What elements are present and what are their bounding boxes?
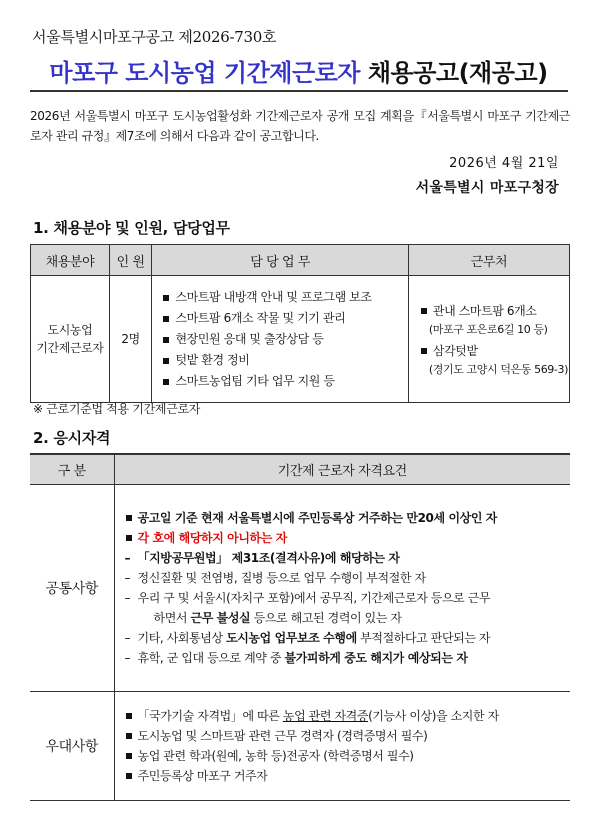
common-requirements-list (116, 508, 570, 668)
header-duties: 담 당 업 무 (152, 245, 408, 276)
location-cell (408, 276, 569, 403)
table-header-row (31, 245, 570, 276)
text-run-bold: 불가피하게 중도 해지가 예상되는 자 (284, 651, 468, 665)
location-detail: (마포구 포은로6길 10 등) (428, 323, 548, 336)
header-requirements: 기간제 근로자 자격요건 (114, 454, 570, 485)
title-black: 채용공고(재공고) (360, 59, 548, 87)
count-cell: 2명 (109, 276, 152, 403)
title-blue: 마포구 도시농업 기간제근로자 (49, 59, 360, 87)
text-run: 휴학, 군 입대 등으로 계약 중 (137, 651, 285, 665)
field-cell (31, 276, 110, 403)
text-run: 하면서 (153, 611, 191, 625)
issuing-agency: 서울특별시 마포구청장 (415, 180, 559, 196)
list-item: – 「지방공무원법」 제31조(결격사유)에 해당하는 자 (124, 548, 564, 568)
list-item: 현장민원 응대 및 출장상담 등 (161, 329, 402, 350)
location-detail: (경기도 고양시 덕은동 569-3) (428, 363, 568, 376)
duties-list (153, 287, 406, 392)
text-run: 등으로 해고된 경력이 있는 자 (250, 611, 402, 625)
list-item: – 우리 구 및 서울시(자치구 포함)에서 공무직, 기간제근로자 등으로 근무 (124, 588, 564, 608)
text-run-bold: 도시농업 업무보조 수행에 (226, 631, 357, 645)
title-divider (30, 90, 568, 92)
list-item (124, 648, 564, 668)
list-item: 도시농업 및 스마트팜 관련 근무 경력자 (경력증명서 필수) (124, 726, 564, 746)
list-item: 주민등록상 마포구 거주자 (124, 766, 564, 786)
header-category: 구 분 (30, 454, 114, 485)
recruitment-table (30, 244, 570, 403)
notice-date: 2026년 4월 21일 (449, 156, 559, 171)
field-line: 도시농업 (47, 323, 93, 337)
table-header-row (30, 454, 570, 485)
header-location: 근무처 (408, 245, 569, 276)
text-run: 부적절하다고 판단되는 자 (356, 631, 491, 645)
table-row (30, 485, 570, 692)
text-run: 「국가기술 자격법」에 따른 (137, 709, 283, 723)
text-run-underlined: 농업 관련 자격증 (282, 709, 369, 723)
header-field: 채용분야 (31, 245, 110, 276)
preference-list (116, 706, 570, 786)
section-title-recruitment: 1. 채용분야 및 인원, 담당업무 (33, 219, 230, 237)
list-item: 스마트팜 내방객 안내 및 프로그램 보조 (161, 287, 402, 308)
list-item (124, 628, 564, 648)
section-title-qualifications: 2. 응시자격 (33, 429, 111, 447)
list-item: 스마트팜 6개소 작물 및 기기 관리 (161, 308, 402, 329)
page-title (0, 53, 597, 88)
text-run-bold: 근무 불성실 (190, 611, 251, 625)
list-item: 농업 관련 학과(원예, 농학 등)전공자 (학력증명서 필수) (124, 746, 564, 766)
qualification-table (30, 453, 570, 801)
list-item: 텃밭 환경 정비 (161, 350, 402, 371)
list-item-continuation (124, 608, 564, 628)
notice-number: 서울특별시마포구공고 제2026-730호 (32, 28, 277, 46)
text-run: (기능사 이상)을 소지한 자 (368, 709, 499, 723)
common-label: 공통사항 (30, 485, 114, 692)
duties-cell (152, 276, 408, 403)
list-item: 공고일 기준 현재 서울특별시에 주민등록상 거주하는 만20세 이상인 자 (124, 508, 564, 528)
location-name: 관내 스마트팜 6개소 (419, 301, 568, 321)
table-row (31, 276, 570, 403)
employment-note: ※ 근로기준법 적용 기간제근로자 (33, 402, 201, 416)
preference-cell (114, 692, 570, 801)
preference-label: 우대사항 (30, 692, 114, 801)
list-item (124, 706, 564, 726)
field-line: 기간제근로자 (36, 341, 104, 355)
table-row (30, 692, 570, 801)
intro-paragraph: 2026년 서울특별시 마포구 도시농업활성화 기간제근로자 공개 모집 계획을『서울특별시 마포구 기간제근로자 관리 규정』제7조에 의해서 다음과 같이 공고합니다. (30, 109, 570, 143)
list-item: 스마트농업팀 기타 업무 지원 등 (161, 371, 402, 392)
text-run: 기타, 사회통념상 (137, 631, 227, 645)
header-count: 인 원 (109, 245, 152, 276)
location-name: 삼각텃밭 (419, 341, 568, 361)
list-item: – 정신질환 및 전염병, 질병 등으로 업무 수행이 부적절한 자 (124, 568, 564, 588)
common-requirements-cell (114, 485, 570, 692)
list-item: 각 호에 해당하지 아니하는 자 (124, 528, 564, 548)
